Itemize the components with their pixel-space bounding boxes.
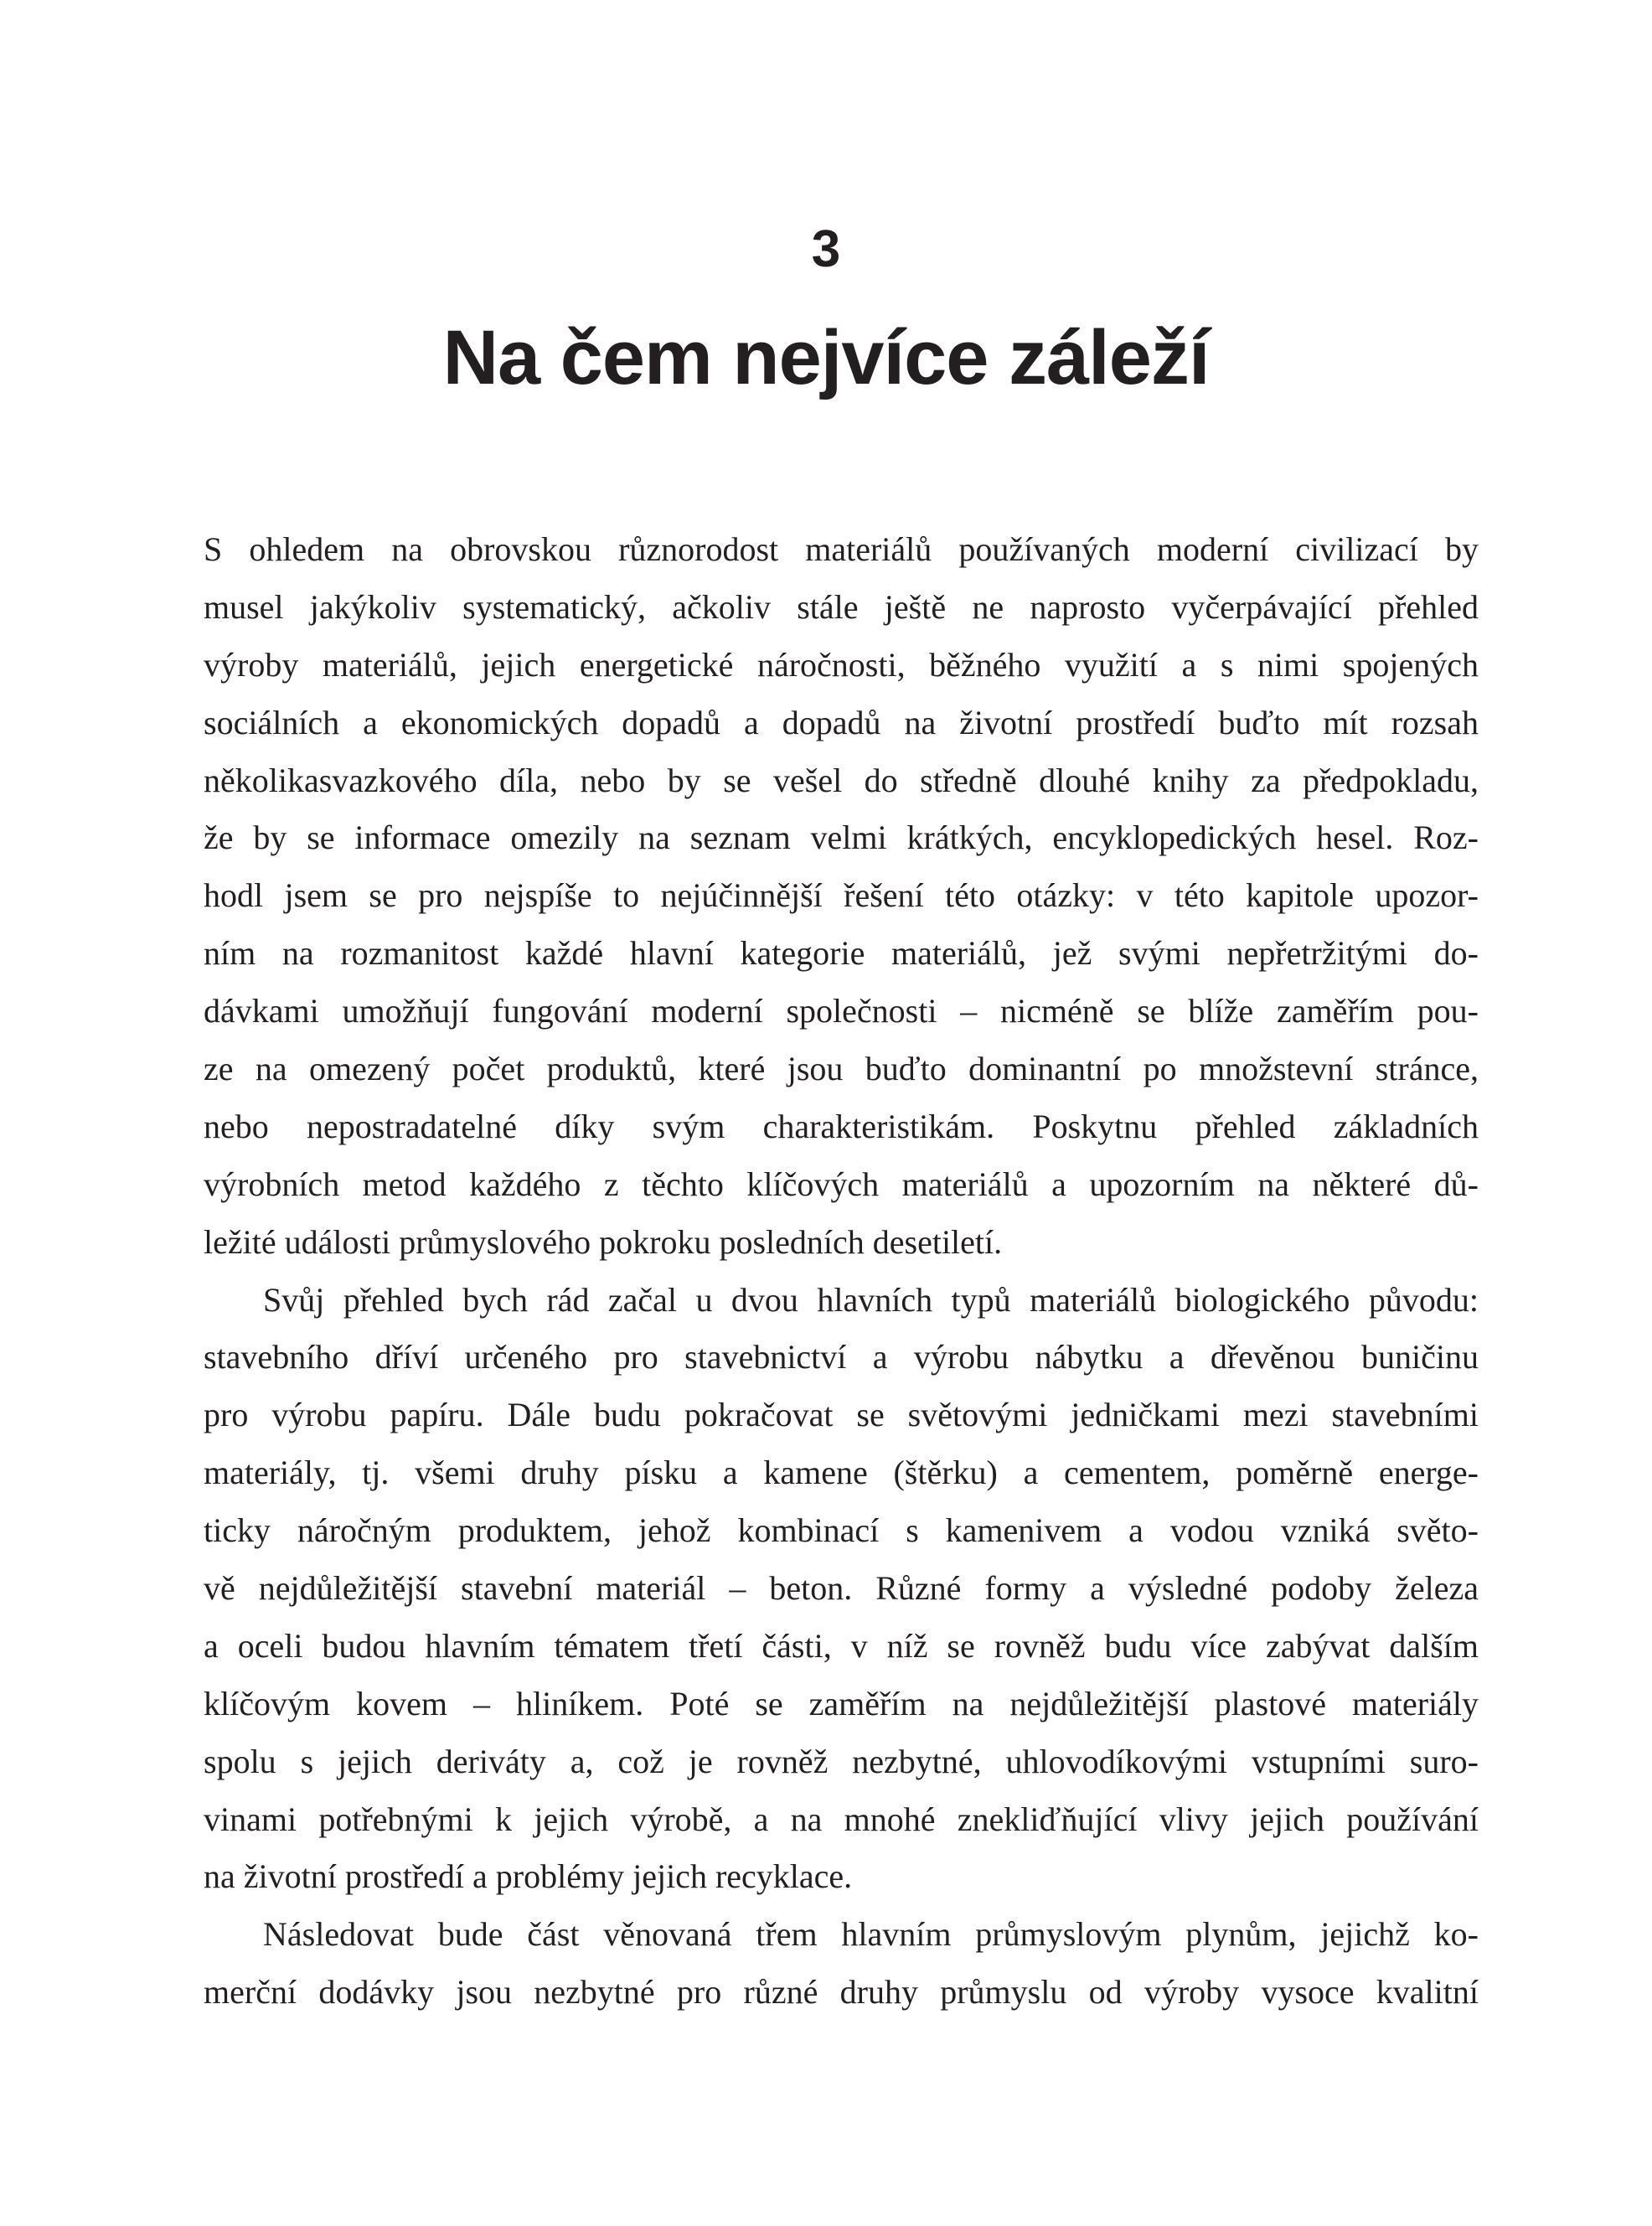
- text-line: pro výrobu papíru. Dále budu pokračovat se světovými jedničkami mezi stavebními: [204, 1396, 1479, 1434]
- paragraph: [204, 521, 1479, 1272]
- text-line: vinami potřebnými k jejich výrobě, a na mnohé znekliďňující vlivy jejich používání: [204, 1800, 1479, 1838]
- text-line: klíčovým kovem – hliníkem. Poté se zaměřím na nejdůležitější plastové materiály: [204, 1684, 1479, 1722]
- text-line: ticky náročným produktem, jehož kombinací s kamenivem a vodou vzniká světo-: [204, 1511, 1479, 1550]
- text-line: výrobních metod každého z těchto klíčových materiálů a upozorním na některé dů-: [204, 1165, 1479, 1203]
- text-line: materiály, tj. všemi druhy písku a kamene (štěrku) a cementem, poměrně energe-: [204, 1454, 1479, 1492]
- text-line: stavebního dříví určeného pro stavebnictví a výrobu nábytku a dřevěnou buničinu: [204, 1338, 1479, 1376]
- text-line: Následovat bude část věnovaná třem hlavním průmyslovým plynům, jejichž ko-: [263, 1915, 1479, 1954]
- text-line: ležité události průmyslového pokroku posledních desetiletí.: [204, 1222, 1003, 1261]
- chapter-number: 3: [811, 220, 841, 278]
- text-line: spolu s jejich deriváty a, což je rovněž nezbytné, uhlovodíkovými vstupními suro-: [204, 1742, 1479, 1780]
- text-line: na životní prostředí a problémy jejich recyklace.: [204, 1857, 853, 1896]
- text-line: a oceli budou hlavním tématem třetí části, v níž se rovněž budu více zabývat dalším: [204, 1626, 1479, 1665]
- text-line: S ohledem na obrovskou různorodost materiálů používaných moderní civilizací by: [204, 530, 1479, 568]
- text-line: ze na omezený počet produktů, které jsou buďto dominantní po množstevní stránce,: [204, 1050, 1479, 1088]
- text-line: že by se informace omezily na seznam velmi krátkých, encyklopedických hesel. Roz-: [204, 819, 1479, 857]
- body-text: [204, 521, 1479, 2022]
- text-line: Svůj přehled bych rád začal u dvou hlavních typů materiálů biologického původu:: [263, 1280, 1479, 1319]
- text-line: merční dodávky jsou nezbytné pro různé druhy průmyslu od výroby vysoce kvalitní: [204, 1973, 1479, 2012]
- text-line: nebo nepostradatelné díky svým charakteristikám. Poskytnu přehled základních: [204, 1107, 1479, 1145]
- chapter-title: Na čem nejvíce záleží: [442, 315, 1210, 400]
- text-line: výroby materiálů, jejich energetické náročnosti, běžného využití a s nimi spojených: [204, 645, 1479, 684]
- paragraph: [204, 1272, 1479, 1907]
- text-line: sociálních a ekonomických dopadů a dopadů na životní prostředí buďto mít rozsah: [204, 703, 1479, 741]
- text-line: musel jakýkoliv systematický, ačkoliv stále ještě ne naprosto vyčerpávající přehled: [204, 587, 1479, 626]
- text-line: dávkami umožňují fungování moderní společnosti – nicméně se blíže zaměřím pou-: [204, 992, 1479, 1030]
- text-line: hodl jsem se pro nejspíše to nejúčinnější řešení této otázky: v této kapitole upozor-: [204, 876, 1479, 915]
- text-line: vě nejdůležitější stavební materiál – beton. Různé formy a výsledné podoby železa: [204, 1569, 1479, 1608]
- text-line: několikasvazkového díla, nebo by se vešel do středně dlouhé knihy za předpokladu,: [204, 761, 1479, 799]
- text-line: ním na rozmanitost každé hlavní kategorie materiálů, jež svými nepřetržitými do-: [204, 934, 1479, 973]
- paragraph: [204, 1906, 1479, 2022]
